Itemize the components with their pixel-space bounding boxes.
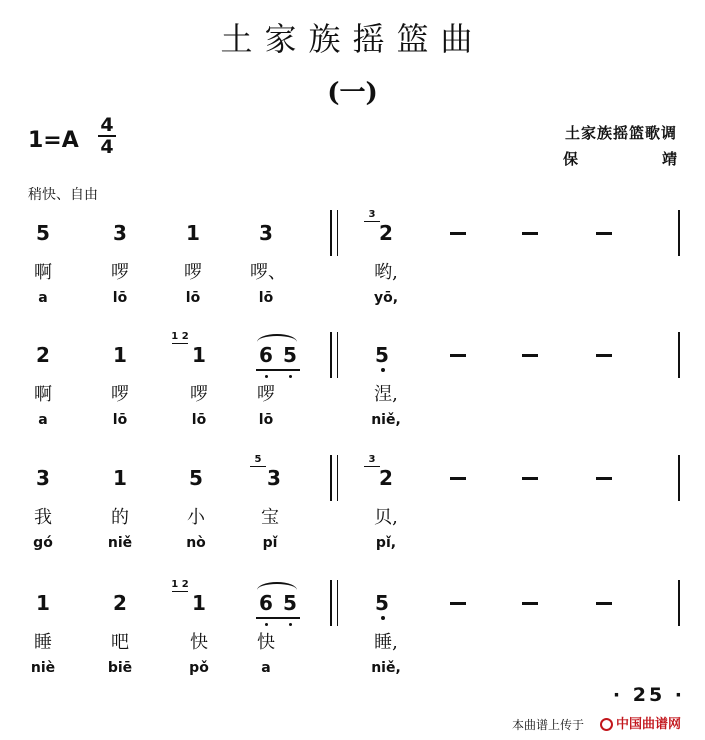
site-logo-icon [600,718,613,731]
lower-octave-dot [381,368,385,372]
pinyin: lō [185,290,201,306]
lyric: 吧 [111,632,129,653]
note: 6 [259,343,273,367]
pinyin: yō, [373,290,399,306]
score-system-4 [0,579,705,700]
pinyin: a [261,660,271,676]
dash-extension [522,477,538,480]
barline [678,332,680,378]
credit-arranger-part-1: 保 [562,150,578,168]
pinyin: lō [258,412,274,428]
time-signature-bottom: 4 [100,136,114,158]
note: 6 [259,591,273,615]
note: 2 [379,221,393,245]
lyric: 睡 [34,632,52,653]
grace-note-digits: 3 [368,209,376,220]
pinyin: pǒ [189,660,209,676]
lyric: 啰 [257,384,275,405]
pinyin: biē [107,660,133,676]
score-system-3 [0,454,705,575]
lower-octave-dot [265,623,268,626]
note: 5 [283,591,297,615]
dash-extension [522,354,538,357]
lyric: 啊 [34,262,52,283]
lyric: 啊 [34,384,52,405]
dash-extension [450,477,466,480]
grace-note-digits: 3 [368,454,376,465]
score-system-1 [0,209,705,330]
note: 1 [36,591,50,615]
double-barline [330,210,338,256]
note: 3 [259,221,273,245]
pinyin: niě, [371,660,401,676]
double-barline [330,332,338,378]
lyric: 的 [111,507,129,528]
upload-note: 本曲谱上传于 [512,718,585,732]
lyric: 我 [34,507,52,528]
note: 5 [283,343,297,367]
pinyin: niě, [371,412,401,428]
barline [678,455,680,501]
pinyin: lō [112,412,128,428]
pinyin: gó [33,535,53,551]
lyric: 啰 [190,384,208,405]
grace-note-digits: 1 2 [171,579,189,590]
note: 2 [379,466,393,490]
pinyin: pǐ, [375,535,397,551]
dash-extension [450,602,466,605]
lower-octave-dot [381,616,385,620]
note: 5 [36,221,50,245]
pinyin: lō [112,290,128,306]
dash-extension [596,232,612,235]
lyric: 啰 [111,384,129,405]
lyric: 宝 [261,507,279,528]
note: 1 [113,466,127,490]
pinyin: niě [107,535,133,551]
note: 2 [36,343,50,367]
grace-note-digits: 5 [254,454,262,465]
site-logo-text: 中国曲谱网 [616,717,682,732]
lyric: 睡, [374,632,398,653]
note: 1 [186,221,200,245]
note: 1 [192,343,206,367]
score-system-2 [0,331,705,452]
note-underline [256,369,300,371]
dash-extension [596,477,612,480]
note: 1 [113,343,127,367]
note-underline [256,617,300,619]
credit-arranger [563,148,677,169]
dash-extension [596,354,612,357]
lyric: 涅, [374,384,398,405]
dash-extension [522,232,538,235]
note: 1 [192,591,206,615]
lyric: 啰 [184,262,202,283]
note: 3 [267,466,281,490]
lower-octave-dot [289,375,292,378]
dash-extension [450,354,466,357]
note: 3 [113,221,127,245]
pinyin: pǐ [262,535,278,551]
dash-extension [522,602,538,605]
double-barline [330,580,338,626]
credit-arranger-part-2: 靖 [661,150,677,168]
barline [678,210,680,256]
note: 5 [189,466,203,490]
dash-extension [450,232,466,235]
barline [678,580,680,626]
note: 5 [375,591,389,615]
time-signature [98,116,116,156]
lyric: 啰、 [250,262,286,283]
lyric: 小 [187,507,205,528]
pinyin: lō [258,290,274,306]
pinyin: niè [30,660,56,676]
lyric: 啰 [111,262,129,283]
note: 2 [113,591,127,615]
lyric: 快 [257,632,275,653]
site-logo[interactable] [600,713,681,732]
note: 3 [36,466,50,490]
credit-source: 土家族摇篮歌调 [564,124,677,142]
grace-note-digits: 1 2 [171,331,189,342]
pinyin: a [38,290,48,306]
song-subtitle: (一) [327,78,378,108]
time-signature-top: 4 [100,114,114,136]
lower-octave-dot [265,375,268,378]
lyric: 哟, [374,262,398,283]
pinyin: lō [191,412,207,428]
note: 5 [375,343,389,367]
song-title: 土家族摇篮曲 [220,20,485,58]
double-barline [330,455,338,501]
lower-octave-dot [289,623,292,626]
pinyin: a [38,412,48,428]
tempo-marking: 稍快、自由 [28,187,98,203]
lyric: 快 [190,632,208,653]
dash-extension [596,602,612,605]
page-number: · 25 · [612,684,685,706]
lyric: 贝, [374,507,398,528]
key-signature: 1=A [28,128,79,153]
pinyin: nò [186,535,206,551]
